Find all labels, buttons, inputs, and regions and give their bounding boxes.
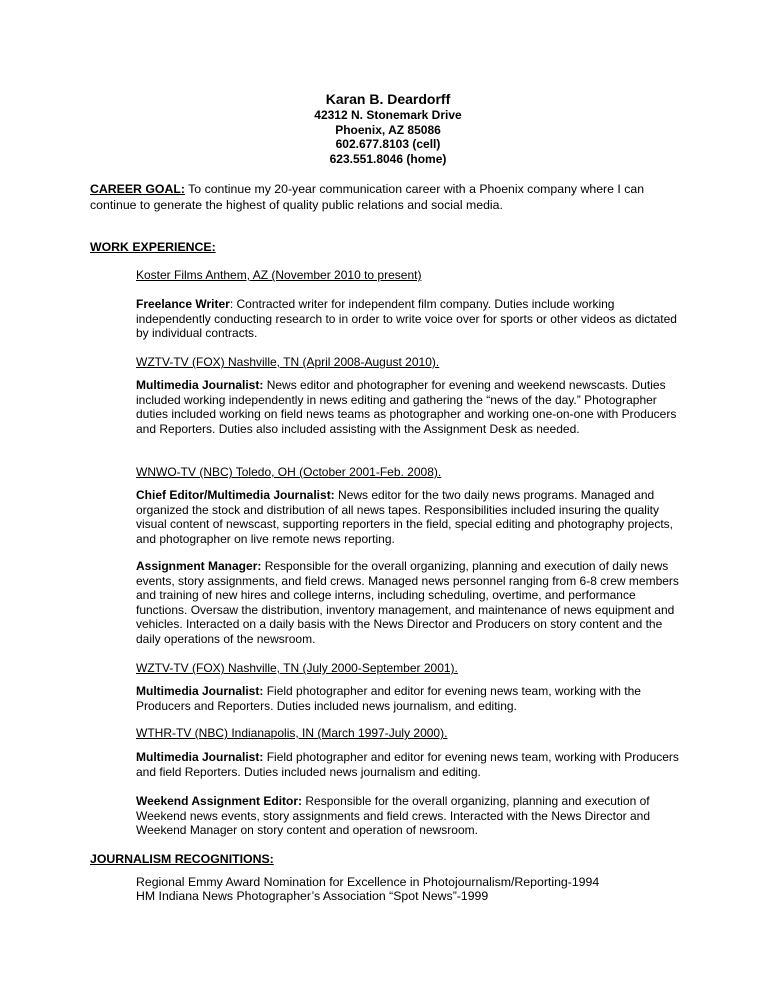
job-role xyxy=(136,684,682,713)
recognitions-heading: JOURNALISM RECOGNITIONS: xyxy=(90,852,274,866)
career-goal xyxy=(90,181,690,213)
job-employer: WTHR-TV (NBC) Indianapolis, IN (March 1997-July 2000). xyxy=(136,726,448,740)
job-employer: WZTV-TV (FOX) Nashville, TN (April 2008-August 2010). xyxy=(136,355,440,369)
role-description: News editor for the two daily news programs. Managed and organized the stock and distribution of all news tapes. Responsibilities included insuring the quality visual content of newscast, supporting reporters in the field, special editing and photography projects, and photographer on live remote news reporting. xyxy=(136,488,673,546)
job-role xyxy=(136,794,682,838)
career-goal-label: CAREER GOAL: xyxy=(90,182,185,196)
cell-phone: 602.677.8103 (cell) xyxy=(335,137,441,151)
work-experience-heading: WORK EXPERIENCE: xyxy=(90,240,216,254)
recognition-item: HM Indiana News Photographer’s Association “Spot News”-1999 xyxy=(136,889,489,903)
role-description: News editor and photographer for evening and weekend newscasts. Duties included working independently in news editing and gathering the “news of the day.” Photographer duties included working on field news teams as photographer and working one-on-one with Producers and Reporters. Duties also included assisting with the Assignment Desk as needed. xyxy=(136,378,677,436)
role-title: Multimedia Journalist: xyxy=(136,684,264,698)
role-title: Weekend Assignment Editor: xyxy=(136,794,303,808)
role-title: Multimedia Journalist: xyxy=(136,750,264,764)
home-phone: 623.551.8046 (home) xyxy=(329,152,447,166)
career-goal-text: To continue my 20-year communication career with a Phoenix company where I can continue to generate the highest of quality public relations and social media. xyxy=(90,182,645,212)
address-line: 42312 N. Stonemark Drive xyxy=(314,108,462,122)
job-employer: WNWO-TV (NBC) Toledo, OH (October 2001-Feb. 2008). xyxy=(136,465,442,479)
role-title: Assignment Manager: xyxy=(136,559,262,573)
role-title: Multimedia Journalist: xyxy=(136,378,264,392)
role-description: Contracted writer for independent film company. Duties include working independently conducting research to in order to write voice over for sports or other videos as dictated by individual contracts. xyxy=(136,297,677,341)
job-role: Freelance Writer: Contracted writer for independent film company. Duties include working independently conducting research to in order to write voice over for sports or other videos as dictated by individual contracts. xyxy=(136,297,677,341)
role-title: Chief Editor/Multimedia Journalist: xyxy=(136,488,335,502)
role-description: Responsible for the overall organizing, planning and execution of Weekend news events, story assignments and field crews. Interacted with the News Director and Weekend Manager on story content and operation of newsroom. xyxy=(136,794,651,838)
role-description: Field photographer and editor for evening news team, working with the Producers and Reporters. Duties included news journalism, and editing. xyxy=(136,684,641,713)
job-role xyxy=(136,750,682,779)
role-description: Responsible for the overall organizing, planning and execution of daily news events, story assignments, and field crews. Managed news personnel ranging from 6-8 crew members and training of new hires and college interns, including scheduling, overtime, and performance functions. Oversaw the distribution, inventory management, and maintenance of news equipment and vehicles. Interacted on a daily basis with the News Director and Producers on story content and the daily operations of the newsroom. xyxy=(136,559,679,646)
city-line: Phoenix, AZ 85086 xyxy=(335,123,441,137)
applicant-name: Karan B. Deardorff xyxy=(325,91,451,107)
job-role xyxy=(136,559,682,647)
recognition-item: Regional Emmy Award Nomination for Excellence in Photojournalism/Reporting-1994 xyxy=(136,875,600,889)
job-role xyxy=(136,488,682,546)
job-employer: Koster Films Anthem, AZ (November 2010 to present) xyxy=(136,268,422,282)
role-description: Field photographer and editor for evening news team, working with Producers and field Reporters. Duties included news journalism and editing. xyxy=(136,750,679,779)
job-role xyxy=(136,378,682,436)
job-employer: WZTV-TV (FOX) Nashville, TN (July 2000-September 2001). xyxy=(136,661,458,675)
role-title: Freelance Writer xyxy=(136,297,230,311)
